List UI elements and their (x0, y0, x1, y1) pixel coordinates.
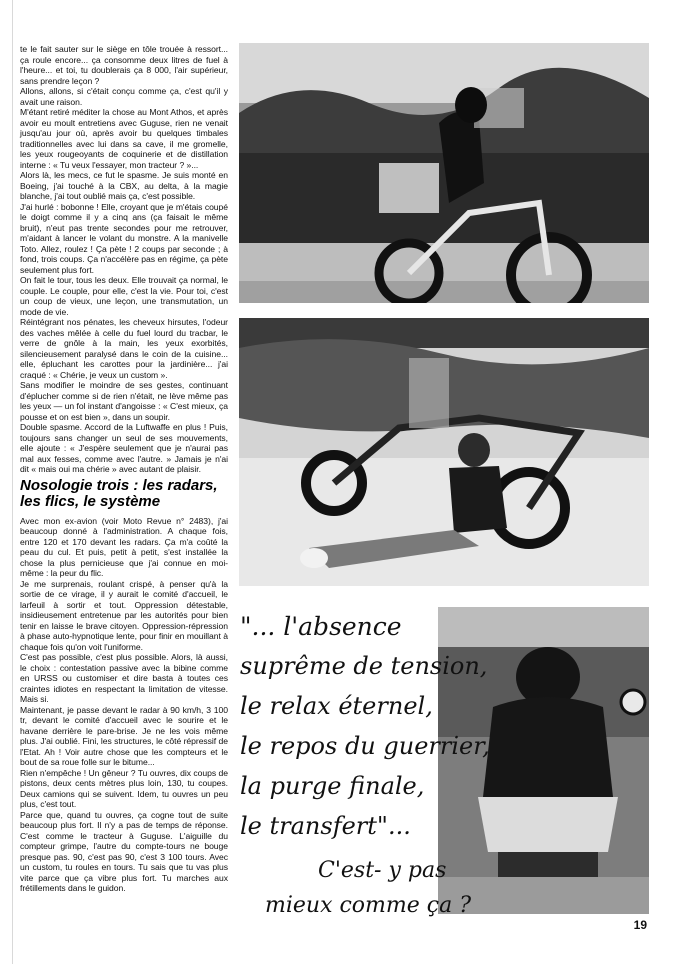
photo-resting-illustration (239, 318, 649, 586)
handwritten-quote-line: le relax éternel, (240, 692, 433, 720)
article-paragraph: Réintégrant nos pénates, les cheveux hirsutes, l'odeur des vaches mêlée à celle du fuel lourd du tracbar, le verre de gnôle à la main, les yeux exorbités, silencieusement paralysé dans le coin de la cuisine... elle, épluchant les carottes pour la jardinière... j'ai craqué : « Chérie, je veux un custom ». (20, 317, 228, 380)
article-paragraph: Maintenant, je passe devant le radar à 90 km/h, 3 100 tr, devant le comité d'accueil avec le sourire et le havane derrière le pare-brise. Je ne les vois même plus. J'ai oublié. Fini, les structures, le côté répressif de l'Etat. Ah ! Voir autre chose que les compteurs et le bout de sa roue folle sur le bitume... (20, 704, 228, 767)
handwritten-quote-line: le repos du guerrier, (240, 732, 490, 760)
article-paragraph: J'ai hurlé : bobonne ! Elle, croyant que je m'étais coupé le doigt comme il y a cinq ans (ça faisait le même bruit), n'eut pas trente secondes pour me retrouver, m'aidant à lancer le volant du monstre. A la manivelle Toto. Allez, roulez ! Ça pète ! 2 coups par seconde ; à fond, trois coups. Ça n'accélère pas en régime, ça pète seulement plus fort. (20, 201, 228, 275)
handwritten-quote-line: la purge finale, (240, 772, 425, 800)
article-paragraph: M'étant retiré méditer la chose au Mont Athos, et après avoir eu moult entretiens avec Guguse, rien ne venait jusqu'au jour où, après avoir bu quelques timbales traditionnelles avec lui dans sa cave, il me gromelle, les yeux rougeoyants de coquinerie et de distillation interne : « Tu veux l'essayer, mon tracteur ? »... (20, 107, 228, 170)
article-paragraph: Sans modifier le moindre de ses gestes, continuant d'éplucher comme si de rien n'était, ne lève même pas les yeux — un fol instant d'angoisse : « C'est mieux, ça pousse et on est bien », dans un soupir. (20, 380, 228, 422)
article-paragraph: Parce que, quand tu ouvres, ça cogne tout de suite beaucoup plus fort. Il n'y a pas de temps de réponse. C'est comme le tracteur à Guguse. L'aiguille du compteur grimpe, l'autre du compte-tours ne bouge presque pas. 90, c'est pas 90, c'est 3 100 tours. Avec un custom, tu roules en tours. Tu sais que tu vas plus vite parce que ça vibre plus fort. Tu marches aux frétillements dans le guidon. (20, 809, 228, 893)
article-paragraph: Rien n'empêche ! Un gêneur ? Tu ouvres, dix coups de pistons, deux cents mètres plus loin, 130, tu coupes. Deux camions qui se suivent. Idem, tu ouvres un peu plus, c'est tout. (20, 767, 228, 809)
page-gutter-line (12, 0, 13, 964)
article-paragraph: On fait le tour, tous les deux. Elle trouvait ça normal, le couple. Le couple, pour elle, c'est la vie. Pour toi, c'est un coup de vieux, une leçon, une transmutation, un mode de vie. (20, 275, 228, 317)
article-paragraph: te le fait sauter sur le siège en tôle trouée à ressort... ça roule encore... ça consomme deux litres de fuel à l'heure... et toi, tu doublerais ça 8 000, l'air supérieur, sans prendre leçon ? (20, 44, 228, 86)
article-paragraph: Allons, allons, si c'était conçu comme ça, c'est qu'il y avait une raison. (20, 86, 228, 107)
handwritten-quote-line: suprême de tension, (240, 652, 488, 680)
photo-rider-illustration (239, 43, 649, 303)
article-paragraph: Double spasme. Accord de la Luftwaffe en plus ! Puis, toujours sans changer un seul de ses mouvements, elle ajoute : « J'espère seulement que je n'aurai pas mal aux fesses, comme avec l'autre. » Jamais je n'ai dit « mais oui ma chérie » avec autant de plaisir. (20, 422, 228, 474)
article-paragraph: Avec mon ex-avion (voir Moto Revue n° 2483), j'ai beaucoup donné à l'administration. A chaque fois, entre 120 et 170 devant les radars. Ça m'a coûté la peau du cul. Et puis, petit à petit, s'est installée la chose la plus pernicieuse que j'ai connue en moi-même : la peur du flic. (20, 515, 228, 578)
handwritten-quote-line: le transfert"... (240, 812, 411, 840)
handwritten-quote-line: "... l'absence (240, 612, 402, 641)
handwritten-quote-tail: C'est- y pas (318, 858, 447, 883)
section-heading: Nosologie trois : les radars, les flics, le système (20, 476, 218, 510)
article-paragraph: C'est pas possible, c'est plus possible. Alors, là aussi, le choix : contestation passive avec la bibine comme en URSS ou customiser et dire basta à toutes ces craintes idiotes en respectant la limitation de vitesse. Mais si. (20, 652, 228, 704)
article-paragraph: Alors là, les mecs, ce fut le spasme. Je suis monté en Boeing, j'ai touché à la CBX, au delta, à la magie blanche, j'ai tout oublié mais ça, c'est possible. (20, 170, 228, 201)
photo-rider-resting (239, 318, 649, 586)
photo-rider-on-motorcycle (239, 43, 649, 303)
page-number: 19 (633, 918, 647, 932)
handwritten-quote-tail: mieux comme ça ? (265, 893, 472, 918)
article-column (20, 44, 228, 894)
article-paragraph: Je me surprenais, roulant crispé, à penser qu'à la sortie de ce virage, il y aurait le comité d'accueil, le larfeuil à sortir et tout. Oppression détestable, insidieusement entretenue par les autorités pour bien tenir en laisse le brave citoyen. Oppression-répression à phase auto-hypnotique lente, pour finir en mouillant à chaque fois qu'on voit l'uniforme. (20, 578, 228, 652)
